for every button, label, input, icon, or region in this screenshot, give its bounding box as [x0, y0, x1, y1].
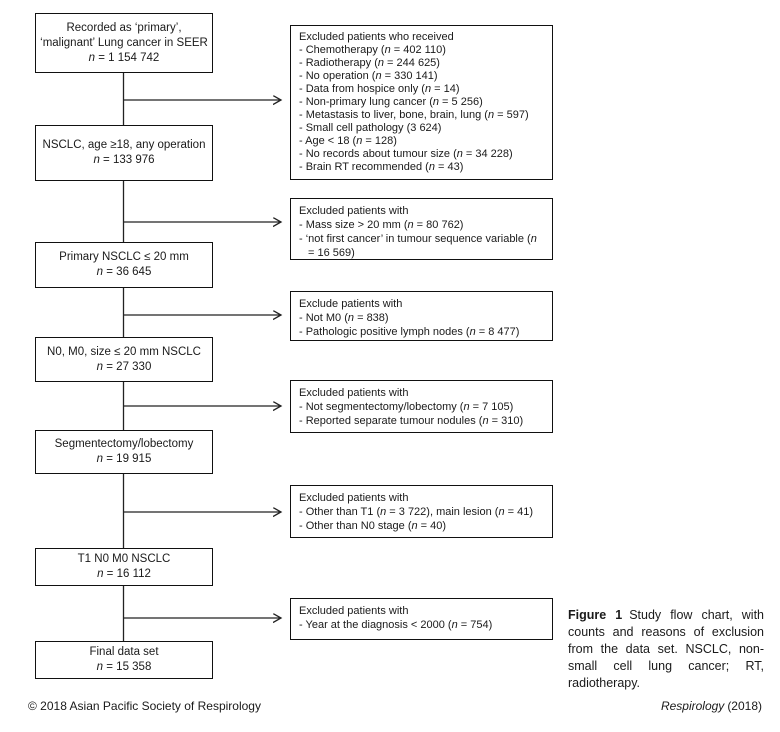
exclusion-item: - Age < 18 (n = 128) — [299, 135, 397, 147]
main-box-primary-nsclc-20mm — [35, 242, 213, 288]
figure-caption-label: Figure 1 — [568, 608, 623, 622]
main-box-count: n = 36 645 — [96, 266, 152, 278]
exclusion-title: Excluded patients with — [299, 605, 409, 617]
main-box-n0-m0-nsclc — [35, 337, 213, 382]
exclusion-box-3 — [290, 291, 553, 341]
main-box-segmentectomy-lobectomy — [35, 430, 213, 474]
journal-name: Respirology — [660, 699, 725, 713]
main-box-count: n = 19 915 — [96, 453, 152, 465]
exclusion-item: - Non-primary lung cancer (n = 5 256) — [299, 96, 483, 108]
figure-caption-text: Study flow chart, with counts and reasons of exclusion from the data set. NSCLC, non-small cell lung cancer; RT, radiotherapy. — [568, 608, 764, 690]
exclusion-item: - Other than T1 (n = 3 722), main lesion (n = 41) — [299, 506, 533, 518]
journal-citation — [661, 699, 762, 713]
exclusion-box-2 — [290, 198, 553, 260]
main-box-line: Segmentectomy/lobectomy — [54, 438, 194, 450]
exclusion-box-4 — [290, 380, 553, 433]
exclusion-title: Exclude patients with — [299, 298, 403, 310]
main-box-count: n = 133 976 — [93, 154, 155, 166]
exclusion-box-5 — [290, 485, 553, 538]
exclusion-box-6 — [290, 598, 553, 640]
exclusion-item: - Small cell pathology (3 624) — [299, 122, 442, 134]
main-box-line: NSCLC, age ≥18, any operation — [42, 139, 206, 151]
copyright-notice: © 2018 Asian Pacific Society of Respirology — [28, 699, 261, 713]
exclusion-item: - Pathologic positive lymph nodes (n = 8 477) — [299, 326, 520, 338]
exclusion-item: - Reported separate tumour nodules (n = 310) — [299, 415, 524, 427]
exclusion-item: - Not M0 (n = 838) — [299, 312, 389, 324]
main-box-count: n = 27 330 — [96, 360, 152, 373]
exclusion-item: - ‘not first cancer’ in tumour sequence variable (n = 16 569) — [299, 233, 537, 259]
main-box-line: Recorded as ‘primary’, — [66, 21, 182, 34]
exclusion-item: - Metastasis to liver, bone, brain, lung (n = 597) — [299, 109, 529, 121]
exclusion-item: - Not segmentectomy/lobectomy (n = 7 105) — [299, 401, 514, 413]
main-box-nsclc-any-operation — [35, 125, 213, 181]
exclusion-item: - Mass size > 20 mm (n = 80 762) — [299, 219, 464, 231]
journal-year: (2018) — [727, 699, 762, 713]
exclusion-item: - Radiotherapy (n = 244 625) — [299, 57, 440, 69]
main-box-line: T1 N0 M0 NSCLC — [77, 553, 171, 565]
exclusion-item: - Chemotherapy (n = 402 110) — [299, 44, 446, 56]
exclusion-item: - Year at the diagnosis < 2000 (n = 754) — [299, 619, 493, 631]
exclusion-item: - No records about tumour size (n = 34 228) — [299, 148, 513, 160]
exclusion-title: Excluded patients with — [299, 387, 409, 399]
main-box-line: N0, M0, size ≤ 20 mm NSCLC — [47, 345, 201, 358]
main-box-final-data-set — [35, 641, 213, 679]
main-box-line: Final data set — [89, 646, 159, 658]
exclusion-item: - No operation (n = 330 141) — [299, 70, 438, 82]
main-box-count: n = 1 154 742 — [88, 51, 160, 64]
exclusion-title: Excluded patients with — [299, 205, 409, 217]
exclusion-title: Excluded patients with — [299, 492, 409, 504]
figure-caption — [568, 607, 764, 692]
main-box-seer-cohort — [35, 13, 213, 73]
main-box-t1-n0-m0-nsclc — [35, 548, 213, 586]
exclusion-item: - Data from hospice only (n = 14) — [299, 83, 460, 95]
main-box-line: Primary NSCLC ≤ 20 mm — [59, 251, 189, 263]
main-box-count: n = 15 358 — [96, 661, 152, 673]
main-box-line: ‘malignant’ Lung cancer in SEER — [40, 36, 208, 49]
exclusion-title: Excluded patients who received — [299, 31, 454, 43]
exclusion-item: - Brain RT recommended (n = 43) — [299, 161, 464, 173]
exclusion-item: - Other than N0 stage (n = 40) — [299, 520, 447, 532]
main-box-count: n = 16 112 — [97, 568, 151, 580]
exclusion-box-1 — [290, 25, 553, 180]
